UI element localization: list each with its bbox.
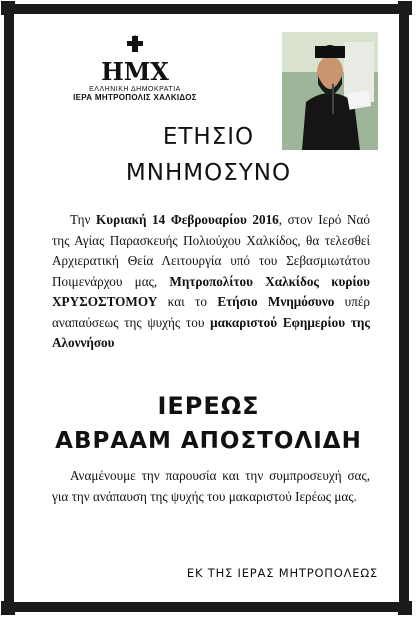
announcement-text: , στον Ιερό Ναό της Αγίας Παρασκευής Πολιούχου Χαλκίδος, θα τελεσθεί Αρχιερατική Θεία Λειτουργία υπό του Σεβασμιωτάτου Ποιμενάρχου μας, (52, 212, 370, 289)
logo-line1: ΕΛΛΗΝΙΚΗ ΔΗΜΟΚΡΑΤΙΑ (89, 86, 181, 93)
border-corner (398, 601, 412, 615)
closing-paragraph (52, 466, 370, 507)
closing-text: Αναμένουμε την παρουσία και την συμπροσευχή σας, για την ανάπαυση της ψυχής του μακαριστού Ιερέως μας. (52, 468, 370, 504)
memorial-label: Ετήσιο Μνημόσυνο (217, 294, 335, 309)
announcement-paragraph (52, 210, 370, 354)
border-corner (1, 1, 15, 15)
metropolis-logo (60, 36, 210, 102)
title-line2: ΜΝΗΜΟΣΥΝΟ (125, 160, 292, 186)
border-corner (398, 1, 412, 15)
title-line1: ΕΤΗΣΙΟ (162, 124, 255, 150)
announcement-text: υπέρ αναπαύσεως της ψυχής του (52, 294, 370, 330)
metropolitan-name: Μητροπολίτου Χαλκίδος κυρίου ΧΡΥΣΟΣΤΟΜΟΥ (52, 273, 370, 309)
deceased-name: ΑΒΡΑΑΜ ΑΠΟΣΤΟΛΙΔΗ (55, 428, 362, 454)
announcement-text: Την (70, 212, 97, 227)
cross-monogram-icon (101, 36, 169, 86)
logo-monogram: ΗΜΧ (101, 57, 169, 86)
announcement-text: και το (157, 294, 218, 309)
deceased-title: ΙΕΡΕΩΣ (157, 392, 260, 420)
border-corner (1, 601, 15, 615)
logo-line2: ΙΕΡΑ ΜΗΤΡΟΠΟΛΙΣ ΧΑΛΚΙΔΟΣ (73, 93, 197, 102)
announcement-date: Κυριακή 14 Φεβρουαρίου 2016 (96, 212, 279, 227)
signature: ΕΚ ΤΗΣ ΙΕΡΑΣ ΜΗΤΡΟΠΟΛΕΩΣ (186, 566, 378, 580)
priest-description: μακαριστού Εφημερίου της Αλοννήσου (52, 314, 370, 350)
